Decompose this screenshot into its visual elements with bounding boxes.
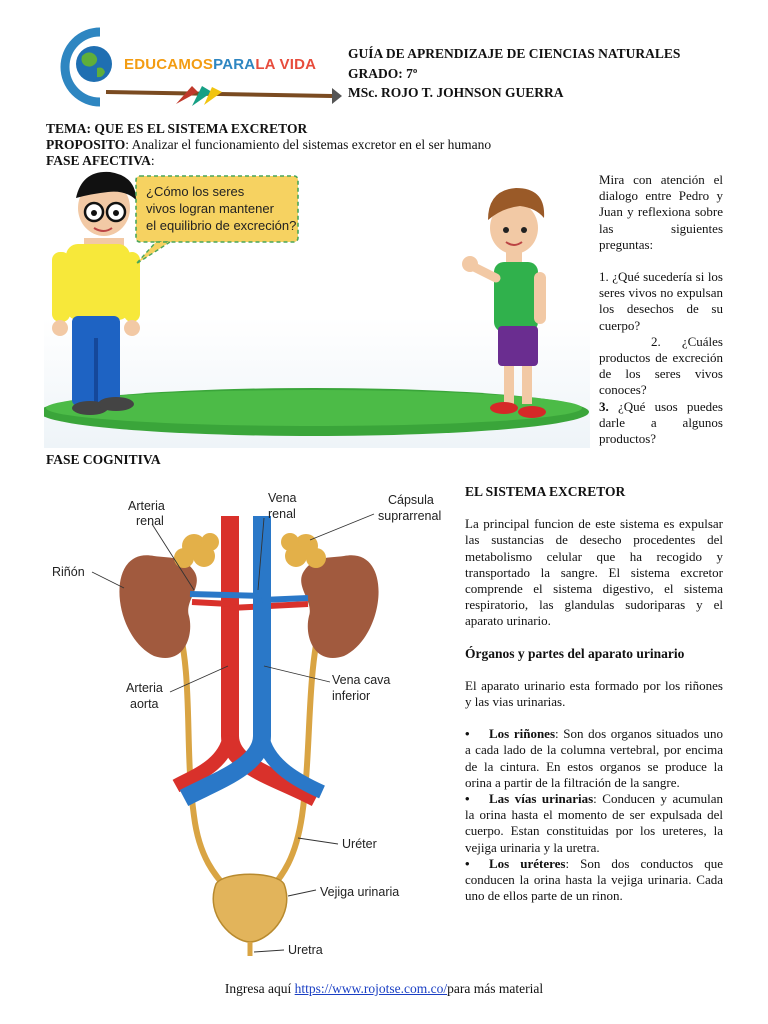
bubble-line-1: ¿Cómo los seres (146, 184, 245, 199)
author-line: MSc. ROJO T. JOHNSON GUERRA (348, 85, 564, 100)
excretor-paragraph-2: El aparato urinario esta formado por los riñones y las vias urinarias. (465, 677, 723, 710)
excretor-paragraph-1: La principal funcion de este sistema es expulsar las sustancias de desecho procedentes del metabolismo celular que ha recogido y transportado la sangre. El sistema excretor comprende el sistema digestivo, el sistema respiratorio, las glandulas sudoriparas y el aparato urinario. (465, 516, 723, 629)
bubble-line-3: el equilibrio de excreción? (146, 218, 297, 233)
bubble-line-2: vivos logran mantener (146, 201, 274, 216)
purpose-label: PROPOSITO (46, 137, 126, 152)
label-vena-cava-1: Vena cava (332, 673, 391, 687)
header-info (348, 44, 680, 103)
urinary-system-diagram (44, 486, 454, 960)
label-vejiga: Vejiga urinaria (320, 885, 400, 899)
list-item: • Las vías urinarias: Conducen y acumulan la orina hasta el momento de ser expulsada del cuerpo. Estan constituidas por los ureteres, la vejiga urinaria y la uretra. (465, 791, 724, 855)
list-item: • Los uréteres: Son dos conductos que conducen la orina hasta la vejiga urinaria. Cada uno de ellos parte de un rinon. (465, 855, 723, 904)
list-item: • Los riñones: Son dos organos situados uno a cada lado de la columna vertebral, por encima de la cintura. En estos organos se produce la orina a partir de la filtración de la sangre. (465, 726, 723, 790)
left-renal-artery (192, 602, 230, 604)
grade-line: GRADO: 7º (348, 65, 418, 81)
purpose-text: : Analizar el funcionamiento del sistemas excretor en el ser humano (125, 137, 492, 152)
urinary-organs-subtitle: Órganos y partes del aparato urinario (465, 645, 685, 661)
excretor-title: EL SISTEMA EXCRETOR (465, 484, 626, 499)
question-1: 1. ¿Qué sucedería si los seres vivos no expulsan los desechos de su cuerpo? (599, 269, 723, 333)
label-capsula-2: suprarrenal (378, 509, 442, 523)
right-kidney (301, 555, 378, 658)
label-arteria-aorta-2: aorta (130, 697, 159, 711)
left-renal-vein (190, 594, 262, 596)
left-kidney (119, 555, 196, 658)
organ-list (465, 726, 723, 904)
label-capsula-1: Cápsula (388, 493, 434, 507)
footer: Ingresa aquí https://www.rojotse.com.co/para más material (224, 981, 544, 996)
arrow-head (332, 88, 342, 104)
questions-intro: Mira con atención el dialogo entre Pedro y Juan y reflexiona sobre las siguientes preguntas: (599, 172, 723, 252)
logo-wordmark: EDUCAMOSPARALA VIDA (124, 56, 317, 73)
adrenal-glands (174, 533, 326, 568)
label-arteria-renal-1: Arteria (128, 499, 165, 513)
question-3: 3. ¿Qué usos puedes darle a algunos productos? (599, 398, 723, 447)
purpose-line (46, 137, 491, 153)
label-arteria-aorta-1: Arteria (126, 681, 163, 695)
label-ureter: Uréter (342, 837, 377, 851)
reflection-questions (599, 172, 723, 447)
label-rinon: Riñón (52, 565, 85, 579)
label-uretra: Uretra (288, 943, 323, 957)
label-vena-renal-2: renal (268, 507, 296, 521)
dialogue-illustration (44, 168, 590, 448)
guide-title: GUÍA DE APRENDIZAJE DE CIENCIAS NATURALES (348, 46, 681, 61)
affective-phase-heading: FASE AFECTIVA: (46, 153, 155, 168)
label-vena-cava-2: inferior (332, 689, 371, 703)
label-arteria-renal-2: renal (136, 514, 164, 528)
urinary-bladder (213, 874, 287, 942)
website-link[interactable]: https://www.rojotse.com.co/ (294, 981, 448, 996)
cognitive-phase-heading: FASE COGNITIVA (46, 452, 161, 467)
topic-heading: TEMA: QUE ES EL SISTEMA EXCRETOR (46, 121, 308, 136)
excretory-system-text (465, 484, 723, 904)
right-renal-vein (262, 598, 308, 600)
label-vena-renal-1: Vena (268, 491, 297, 505)
question-2: 2. ¿Cuáles productos de excreción de los seres vivos conoces? (599, 333, 723, 398)
speech-bubble (136, 176, 298, 264)
